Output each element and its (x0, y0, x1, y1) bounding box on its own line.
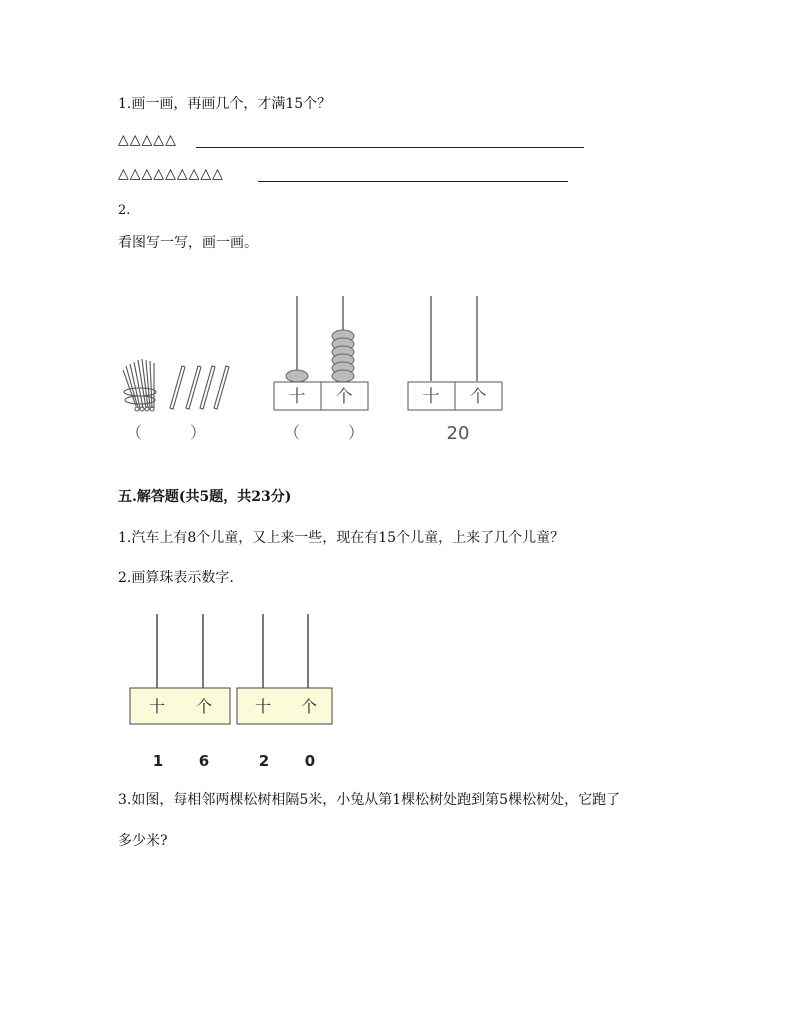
abacus-a-ones-digit: 6 (198, 752, 210, 770)
blank-parentheses-2: （ ） (284, 423, 365, 442)
ones-label: 个 (195, 697, 213, 716)
abacus-1 (274, 296, 368, 410)
bead-icon (286, 370, 308, 382)
triangles-row-1: △△△△△ (118, 132, 177, 148)
section-5-heading: 五.解答题(共5题，共23分) (118, 489, 292, 505)
bead-stack-icon (332, 330, 354, 382)
ones-label: 个 (469, 387, 487, 407)
problem-3-text-line-1: 3.如图，每相邻两棵松树相隔5米，小兔从第1棵松树处跑到第5棵松树处，它跑了 (118, 792, 621, 808)
ones-label: 个 (300, 697, 318, 716)
q2-figures (110, 288, 530, 448)
tens-label: 十 (148, 697, 166, 716)
blank-parentheses-1: （ ） (126, 423, 207, 442)
single-sticks (170, 366, 229, 409)
problem-1-text: 1.汽车上有8个儿童，又上来一些，现在有15个儿童，上来了几个儿童？ (118, 530, 565, 546)
answer-line-1[interactable] (196, 147, 584, 148)
abacus-b (237, 614, 332, 770)
problem-2-abaci (120, 608, 350, 778)
question-2-instruction: 看图写一写，画一画。 (118, 235, 258, 251)
question-1-text: 1.画一画，再画几个，才满15个？ (118, 96, 332, 112)
stick-icon (170, 366, 185, 409)
abacus-a (130, 614, 230, 770)
question-2-number: 2. (118, 203, 131, 218)
ones-label: 个 (335, 387, 353, 407)
abacus-2 (408, 296, 502, 410)
tens-label: 十 (422, 387, 440, 407)
problem-2-text: 2.画算珠表示数字. (118, 570, 234, 586)
tens-label: 十 (254, 697, 272, 716)
abacus-b-ones-digit: 0 (304, 752, 316, 770)
abacus-value-label: 20 (446, 423, 470, 444)
problem-3-text-line-2: 多少米? (118, 833, 168, 849)
triangles-row-2: △△△△△△△△△ (118, 166, 224, 182)
abacus-b-tens-digit: 2 (258, 752, 270, 770)
abacus-a-tens-digit: 1 (152, 752, 164, 770)
tens-label: 十 (288, 387, 306, 407)
stick-icon (200, 366, 215, 409)
stick-icon (186, 366, 201, 409)
stick-icon (214, 366, 229, 409)
stick-bundle-icon (123, 359, 156, 411)
answer-line-2[interactable] (258, 181, 568, 182)
